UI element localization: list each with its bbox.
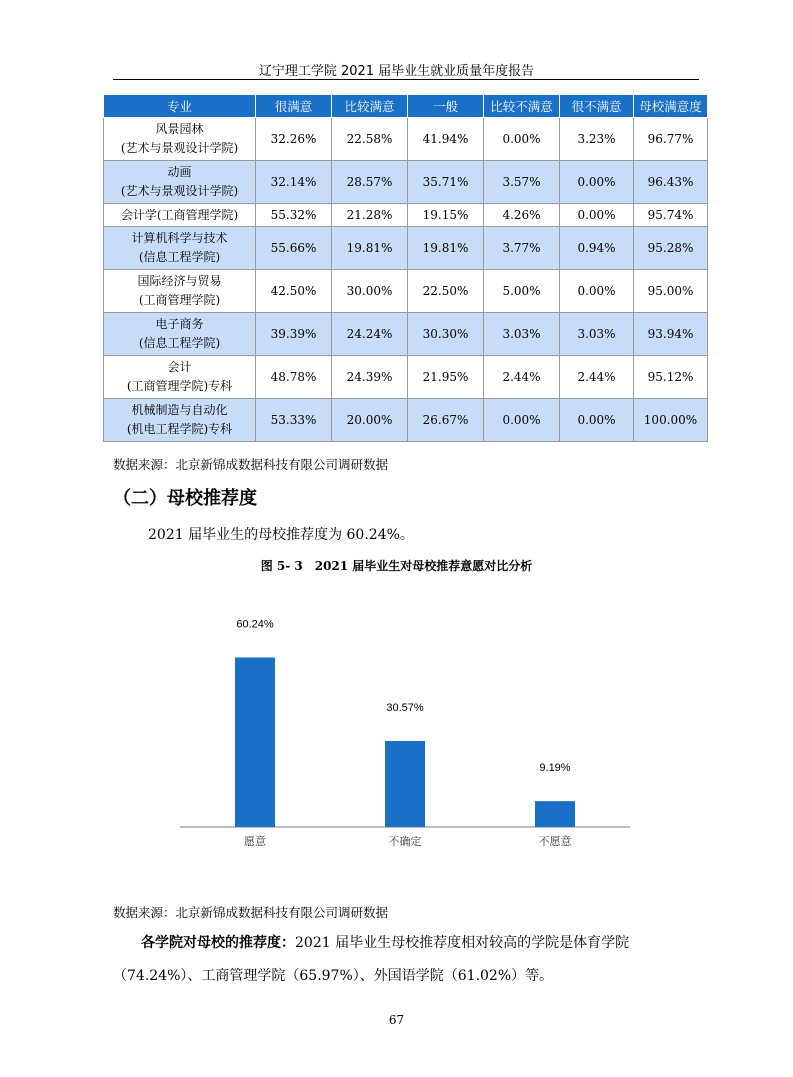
value-cell: 42.50%	[256, 270, 332, 313]
major-name-line: 风景园林	[155, 122, 204, 136]
section-title: （二）母校推荐度	[113, 488, 257, 509]
value-cell: 0.00%	[560, 204, 634, 227]
major-name-line: 计算机科学与技术	[131, 231, 228, 245]
major-cell	[104, 399, 256, 442]
value-cell: 0.00%	[484, 118, 560, 161]
column-header: 比较满意	[332, 95, 408, 118]
value-cell: 95.74%	[634, 204, 708, 227]
value-cell: 21.95%	[408, 356, 484, 399]
major-name-line: (工商管理学院)专科	[126, 379, 233, 393]
value-cell: 20.00%	[332, 399, 408, 442]
data-label: 60.24%	[236, 620, 274, 631]
header-rule	[113, 79, 699, 80]
satisfaction-table	[103, 94, 708, 442]
column-header: 专业	[104, 95, 256, 118]
value-cell: 0.00%	[484, 399, 560, 442]
table-row	[104, 399, 708, 442]
value-cell: 28.57%	[332, 161, 408, 204]
value-cell: 100.00%	[634, 399, 708, 442]
major-cell	[104, 270, 256, 313]
value-cell: 3.57%	[484, 161, 560, 204]
table-row	[104, 227, 708, 270]
value-cell: 0.00%	[560, 161, 634, 204]
major-name-line: (艺术与景观设计学院)	[120, 184, 239, 198]
value-cell: 95.00%	[634, 270, 708, 313]
major-name-line: (工商管理学院)	[138, 293, 221, 307]
major-name-line: 会计学(工商管理学院)	[120, 207, 239, 222]
value-cell: 19.15%	[408, 204, 484, 227]
table-row	[104, 204, 708, 227]
value-cell: 3.03%	[560, 313, 634, 356]
table-row	[104, 118, 708, 161]
major-name-line: 动画	[167, 165, 192, 179]
paragraph-lead: 各学院对母校的推荐度：	[141, 935, 295, 951]
bar	[385, 741, 425, 827]
value-cell: 30.00%	[332, 270, 408, 313]
college-recommendation-paragraph	[113, 927, 703, 993]
table-row	[104, 356, 708, 399]
value-cell: 0.94%	[560, 227, 634, 270]
value-cell: 2.44%	[560, 356, 634, 399]
major-cell	[104, 204, 256, 227]
category-label: 愿意	[244, 835, 266, 848]
value-cell: 53.33%	[256, 399, 332, 442]
data-label: 9.19%	[539, 762, 571, 775]
value-cell: 48.78%	[256, 356, 332, 399]
recommendation-bar-chart	[180, 620, 640, 860]
value-cell: 32.14%	[256, 161, 332, 204]
column-header: 母校满意度	[634, 95, 708, 118]
major-name-line: 机械制造与自动化	[131, 403, 228, 417]
source-note: 数据来源：北京新锦成数据科技有限公司调研数据	[113, 905, 389, 920]
source-note: 数据来源：北京新锦成数据科技有限公司调研数据	[113, 457, 389, 472]
value-cell: 95.28%	[634, 227, 708, 270]
table-row	[104, 161, 708, 204]
column-header: 很不满意	[560, 95, 634, 118]
value-cell: 3.03%	[484, 313, 560, 356]
major-name-line: (信息工程学院)	[138, 250, 221, 264]
column-header: 一般	[408, 95, 484, 118]
value-cell: 93.94%	[634, 313, 708, 356]
value-cell: 24.24%	[332, 313, 408, 356]
major-name-line: 国际经济与贸易	[137, 274, 222, 288]
value-cell: 2.44%	[484, 356, 560, 399]
major-name-line: 会计	[167, 360, 192, 374]
value-cell: 24.39%	[332, 356, 408, 399]
major-name-line: (艺术与景观设计学院)	[120, 141, 239, 155]
bar	[535, 801, 575, 827]
major-cell	[104, 227, 256, 270]
paragraph-text: 2021 届毕业生母校推荐度相对较高的学院是体育学院（74.24%）、工商管理学院（65.97%）、外国语学院（61.02%）等。	[113, 935, 630, 984]
column-header: 比较不满意	[484, 95, 560, 118]
value-cell: 26.67%	[408, 399, 484, 442]
value-cell: 19.81%	[332, 227, 408, 270]
major-cell	[104, 356, 256, 399]
value-cell: 35.71%	[408, 161, 484, 204]
value-cell: 39.39%	[256, 313, 332, 356]
value-cell: 55.32%	[256, 204, 332, 227]
major-name-line: (信息工程学院)	[138, 336, 221, 350]
value-cell: 5.00%	[484, 270, 560, 313]
running-header: 辽宁理工学院 2021 届毕业生就业质量年度报告	[258, 64, 535, 79]
value-cell: 3.23%	[560, 118, 634, 161]
value-cell: 32.26%	[256, 118, 332, 161]
value-cell: 55.66%	[256, 227, 332, 270]
major-cell	[104, 313, 256, 356]
value-cell: 30.30%	[408, 313, 484, 356]
value-cell: 95.12%	[634, 356, 708, 399]
value-cell: 4.26%	[484, 204, 560, 227]
value-cell: 22.58%	[332, 118, 408, 161]
major-name-line: (机电工程学院)专科	[126, 422, 233, 436]
value-cell: 19.81%	[408, 227, 484, 270]
bar	[235, 657, 275, 827]
table-row	[104, 313, 708, 356]
category-label: 不愿意	[538, 835, 572, 848]
category-label: 不确定	[388, 835, 422, 848]
value-cell: 22.50%	[408, 270, 484, 313]
value-cell: 96.77%	[634, 118, 708, 161]
data-label: 30.57%	[386, 701, 424, 714]
value-cell: 21.28%	[332, 204, 408, 227]
value-cell: 0.00%	[560, 399, 634, 442]
page-number: 67	[388, 1013, 405, 1027]
value-cell: 0.00%	[560, 270, 634, 313]
major-name-line: 电子商务	[155, 317, 204, 331]
table-header-row	[104, 95, 708, 118]
value-cell: 41.94%	[408, 118, 484, 161]
column-header: 很满意	[256, 95, 332, 118]
value-cell: 96.43%	[634, 161, 708, 204]
value-cell: 3.77%	[484, 227, 560, 270]
table-row	[104, 270, 708, 313]
major-cell	[104, 118, 256, 161]
figure-caption: 图 5- 3 2021 届毕业生对母校推荐意愿对比分析	[260, 559, 533, 573]
major-cell	[104, 161, 256, 204]
intro-paragraph: 2021 届毕业生的母校推荐度为 60.24%。	[148, 527, 414, 543]
